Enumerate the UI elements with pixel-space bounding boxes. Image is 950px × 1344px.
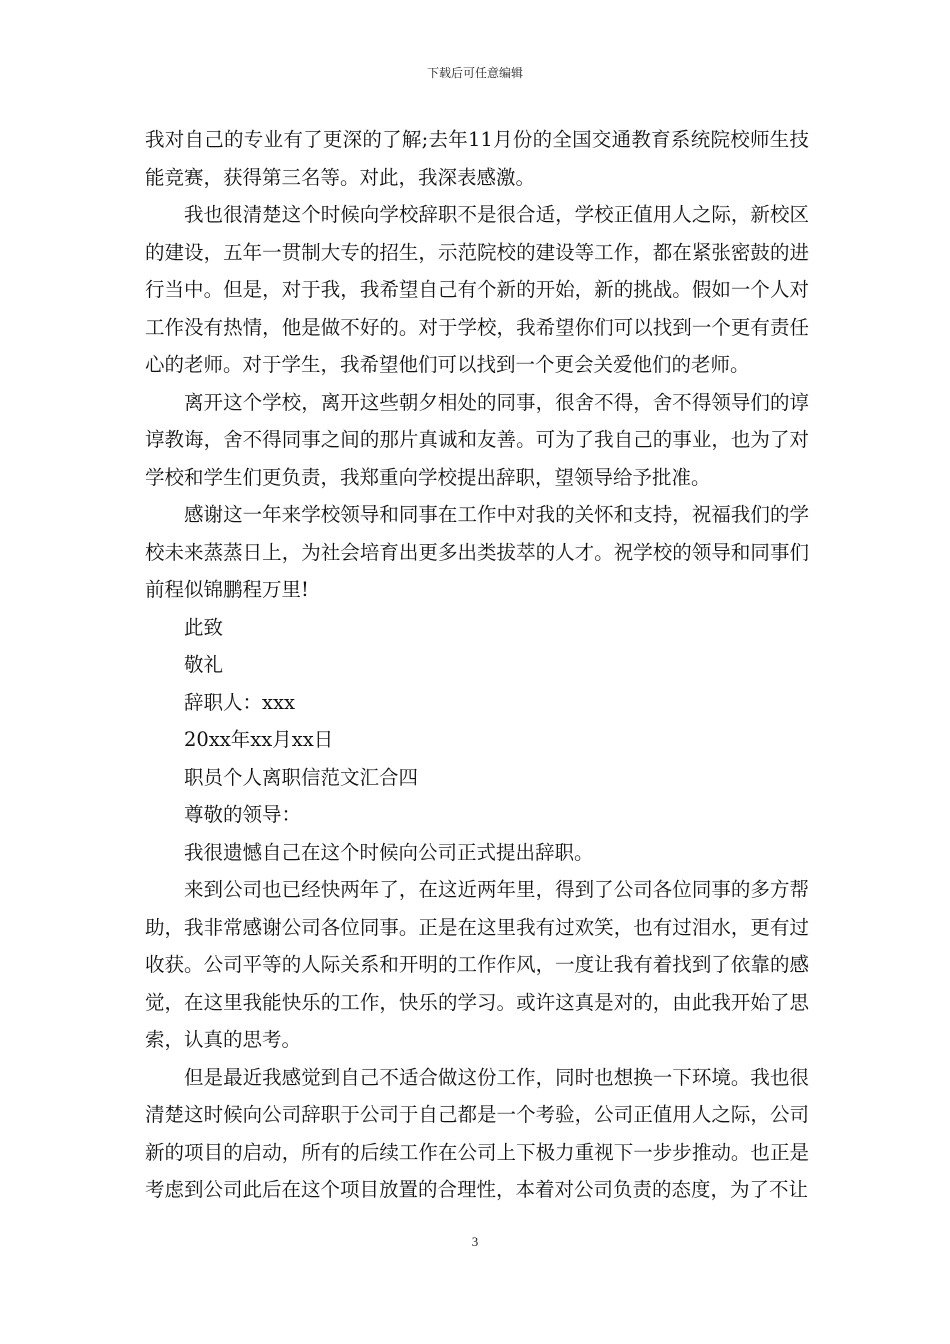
paragraph: 我对自己的专业有了更深的了解;去年11月份的全国交通教育系统院校师生技能竞赛，获得第三名等。对此，我深表感激。 xyxy=(145,128,809,189)
signature-line: 辞职人：xxx xyxy=(184,690,295,714)
page-header: 下载后可任意编辑 xyxy=(426,66,523,80)
document-body xyxy=(145,121,809,1209)
greeting-line: 尊敬的领导： xyxy=(184,803,302,826)
paragraph: 离开这个学校，离开这些朝夕相处的同事，很舍不得，舍不得领导们的谆谆教诲，舍不得同事之间的那片真诚和友善。可为了我自己的事业，也为了对学校和学生们更负责，我郑重向学校提出辞职，望领导给予批准。 xyxy=(145,390,809,489)
date-line: 20xx年xx月xx日 xyxy=(184,728,334,751)
salutation-line: 敬礼 xyxy=(184,653,224,676)
page-number: 3 xyxy=(471,1234,479,1249)
paragraph: 我也很清楚这个时候向学校辞职不是很合适，学校正值用人之际，新校区的建设，五年一贯制大专的招生，示范院校的建设等工作，都在紧张密鼓的进行当中。但是，对于我，我希望自己有个新的开始，新的挑战。假如一个人对工作没有热情，他是做不好的。对于学校，我希望你们可以找到一个更有责任心的老师。对于学生，我希望他们可以找到一个更会关爱他们的老师。 xyxy=(145,203,809,376)
paragraph: 来到公司也已经快两年了，在这近两年里，得到了公司各位同事的多方帮助，我非常感谢公司各位同事。正是在这里我有过欢笑，也有过泪水，更有过收获。公司平等的人际关系和开明的工作作风，一度让我有着找到了依靠的感觉，在这里我能快乐的工作，快乐的学习。或许这真是对的，由此我开始了思索，认真的思考。 xyxy=(145,878,809,1051)
section-title: 职员个人离职信范文汇合四 xyxy=(184,765,419,789)
paragraph: 感谢这一年来学校领导和同事在工作中对我的关怀和支持，祝福我们的学校未来蒸蒸日上，为社会培育出更多出类拔萃的人才。祝学校的领导和同事们前程似锦鹏程万里! xyxy=(145,503,809,601)
paragraph: 我很遗憾自己在这个时候向公司正式提出辞职。 xyxy=(184,840,594,864)
salutation-line: 此致 xyxy=(184,615,224,639)
paragraph: 但是最近我感觉到自己不适合做这份工作，同时也想换一下环境。我也很清楚这时候向公司辞职于公司于自己都是一个考验，公司正值用人之际，公司新的项目的启动，所有的后续工作在公司上下极力重视下一步步推动。也正是考虑到公司此后在这个项目放置的合理性，本着对公司负责的态度，为了不让 xyxy=(145,1065,809,1201)
